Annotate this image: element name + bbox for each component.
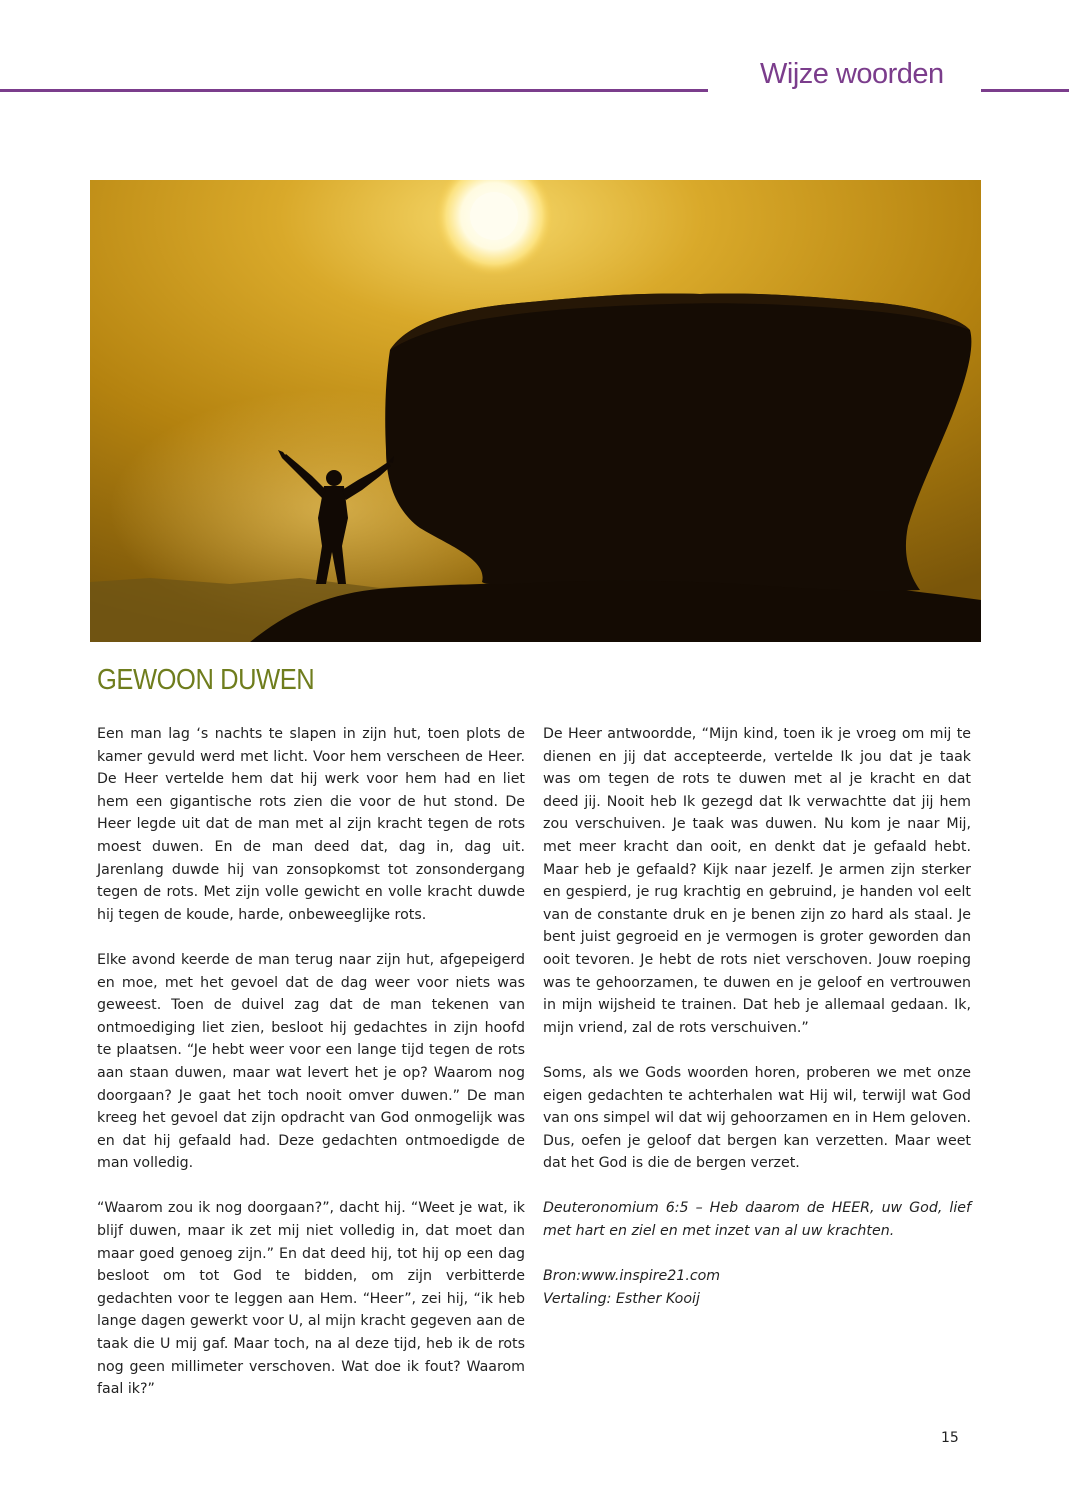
hero-photo-illustration: [90, 180, 981, 642]
left-column: [97, 723, 525, 1401]
paragraph: De Heer antwoordde, “Mijn kind, toen ik je vroeg om mij te dienen en jij dat accepteerde, vertelde Ik jou dat je taak was om tegen de rots te duwen met al je kracht en dat deed jij. Nooit heb Ik gezegd dat Ik verwachtte dat jij hem zou verschuiven. Je taak was duwen. Nu kom je naar Mij, met meer kracht dan ooit, en denkt dat je gefaald hebt. Maar heb je gefaald? Kijk naar jezelf. Je armen zijn sterker en gespierd, je rug krachtig en gebruind, je handen vol eelt van de constante druk en je benen zijn zo hard als staal. Je bent juist gegroeid en je vermogen is groter geworden dan ooit tevoren. Je hebt de rots niet verschoven. Jouw roeping was te gehoorzamen, te duwen en je geloof en vertrouwen in mijn wijsheid te trainen. Dat heb je allemaal gedaan. Ik, mijn vriend, zal de rots verschuiven.”: [543, 726, 971, 1036]
paragraph: Elke avond keerde de man terug naar zijn hut, afgepeigerd en moe, met het gevoel dat de dag weer voor niets was geweest. Toen de duivel zag dat de man tekenen van ontmoediging liet zien, besloot hij gedachtes in zijn hoofd te plaatsen. “Je hebt weer voor een lange tijd tegen de rots aan staan duwen, maar wat levert het je op? Waarom nog doorgaan? Je gaat het toch nooit omver duwen.” De man kreeg het gevoel dat zijn opdracht van God onmogelijk was en dat hij gefaald had. Deze gedachten ontmoedigde de man volledig.: [97, 951, 525, 1172]
header-rule-left: [0, 89, 708, 92]
paragraph: Een man lag ‘s nachts te slapen in zijn hut, toen plots de kamer gevuld werd met licht. Voor hem verscheen de Heer. De Heer vertelde hem dat hij werk voor hem had en liet hem een gigantische rots zien die voor de hut stond. De Heer legde uit dat de man met al zijn kracht tegen de rots moest duwen. En de man deed dat, dag in, dag uit. Jarenlang duwde hij van zonsopkomst tot zonsondergang tegen de rots. Met zijn volle gewicht en volle kracht duwde hij tegen de koude, harde, onbeweeglijke rots.: [97, 726, 525, 923]
sun: [470, 192, 518, 240]
article-title: GEWOON DUWEN: [97, 664, 315, 696]
page-number: 15: [941, 1430, 959, 1446]
right-column: [543, 723, 971, 1310]
header-rule-right: [981, 89, 1069, 92]
section-title: Wijze woorden: [760, 58, 944, 90]
source-credit: Bron:www.inspire21.com: [543, 1268, 721, 1285]
paragraph: Soms, als we Gods woorden horen, proberen we met onze eigen gedachten te achterhalen wat Hij wil, terwijl wat God van ons simpel wil dat wij gehoorzamen en in Hem geloven. Dus, oefen je geloof dat bergen kan verzetten. Maar weet dat het God is die de bergen verzet.: [543, 1064, 971, 1172]
translation-credit: Vertaling: Esther Kooij: [543, 1290, 700, 1307]
balancing-rock: [385, 293, 971, 590]
paragraph: “Waarom zou ik nog doorgaan?”, dacht hij. “Weet je wat, ik blijf duwen, maar ik zet mij niet volledig in, dat moet dan maar goed genoeg zijn.” En dat deed hij, tot hij op een dag besloot om tot God te bidden, om zijn verbitterde gedachten voor te leggen aan Hem. “Heer”, zei hij, “ik heb lange dagen gewerkt voor U, al mijn kracht gegeven aan de taak die U mij gaf. Maar toch, na al deze tijd, heb ik de rots nog geen millimeter verschoven. Wat doe ik fout? Waarom faal ik?”: [97, 1200, 525, 1398]
bible-quote: Deuteronomium 6:5 – Heb daarom de HEER, uw God, lief met hart en ziel en met inzet van al uw krachten.: [543, 1200, 971, 1240]
hero-photo: [90, 180, 981, 642]
